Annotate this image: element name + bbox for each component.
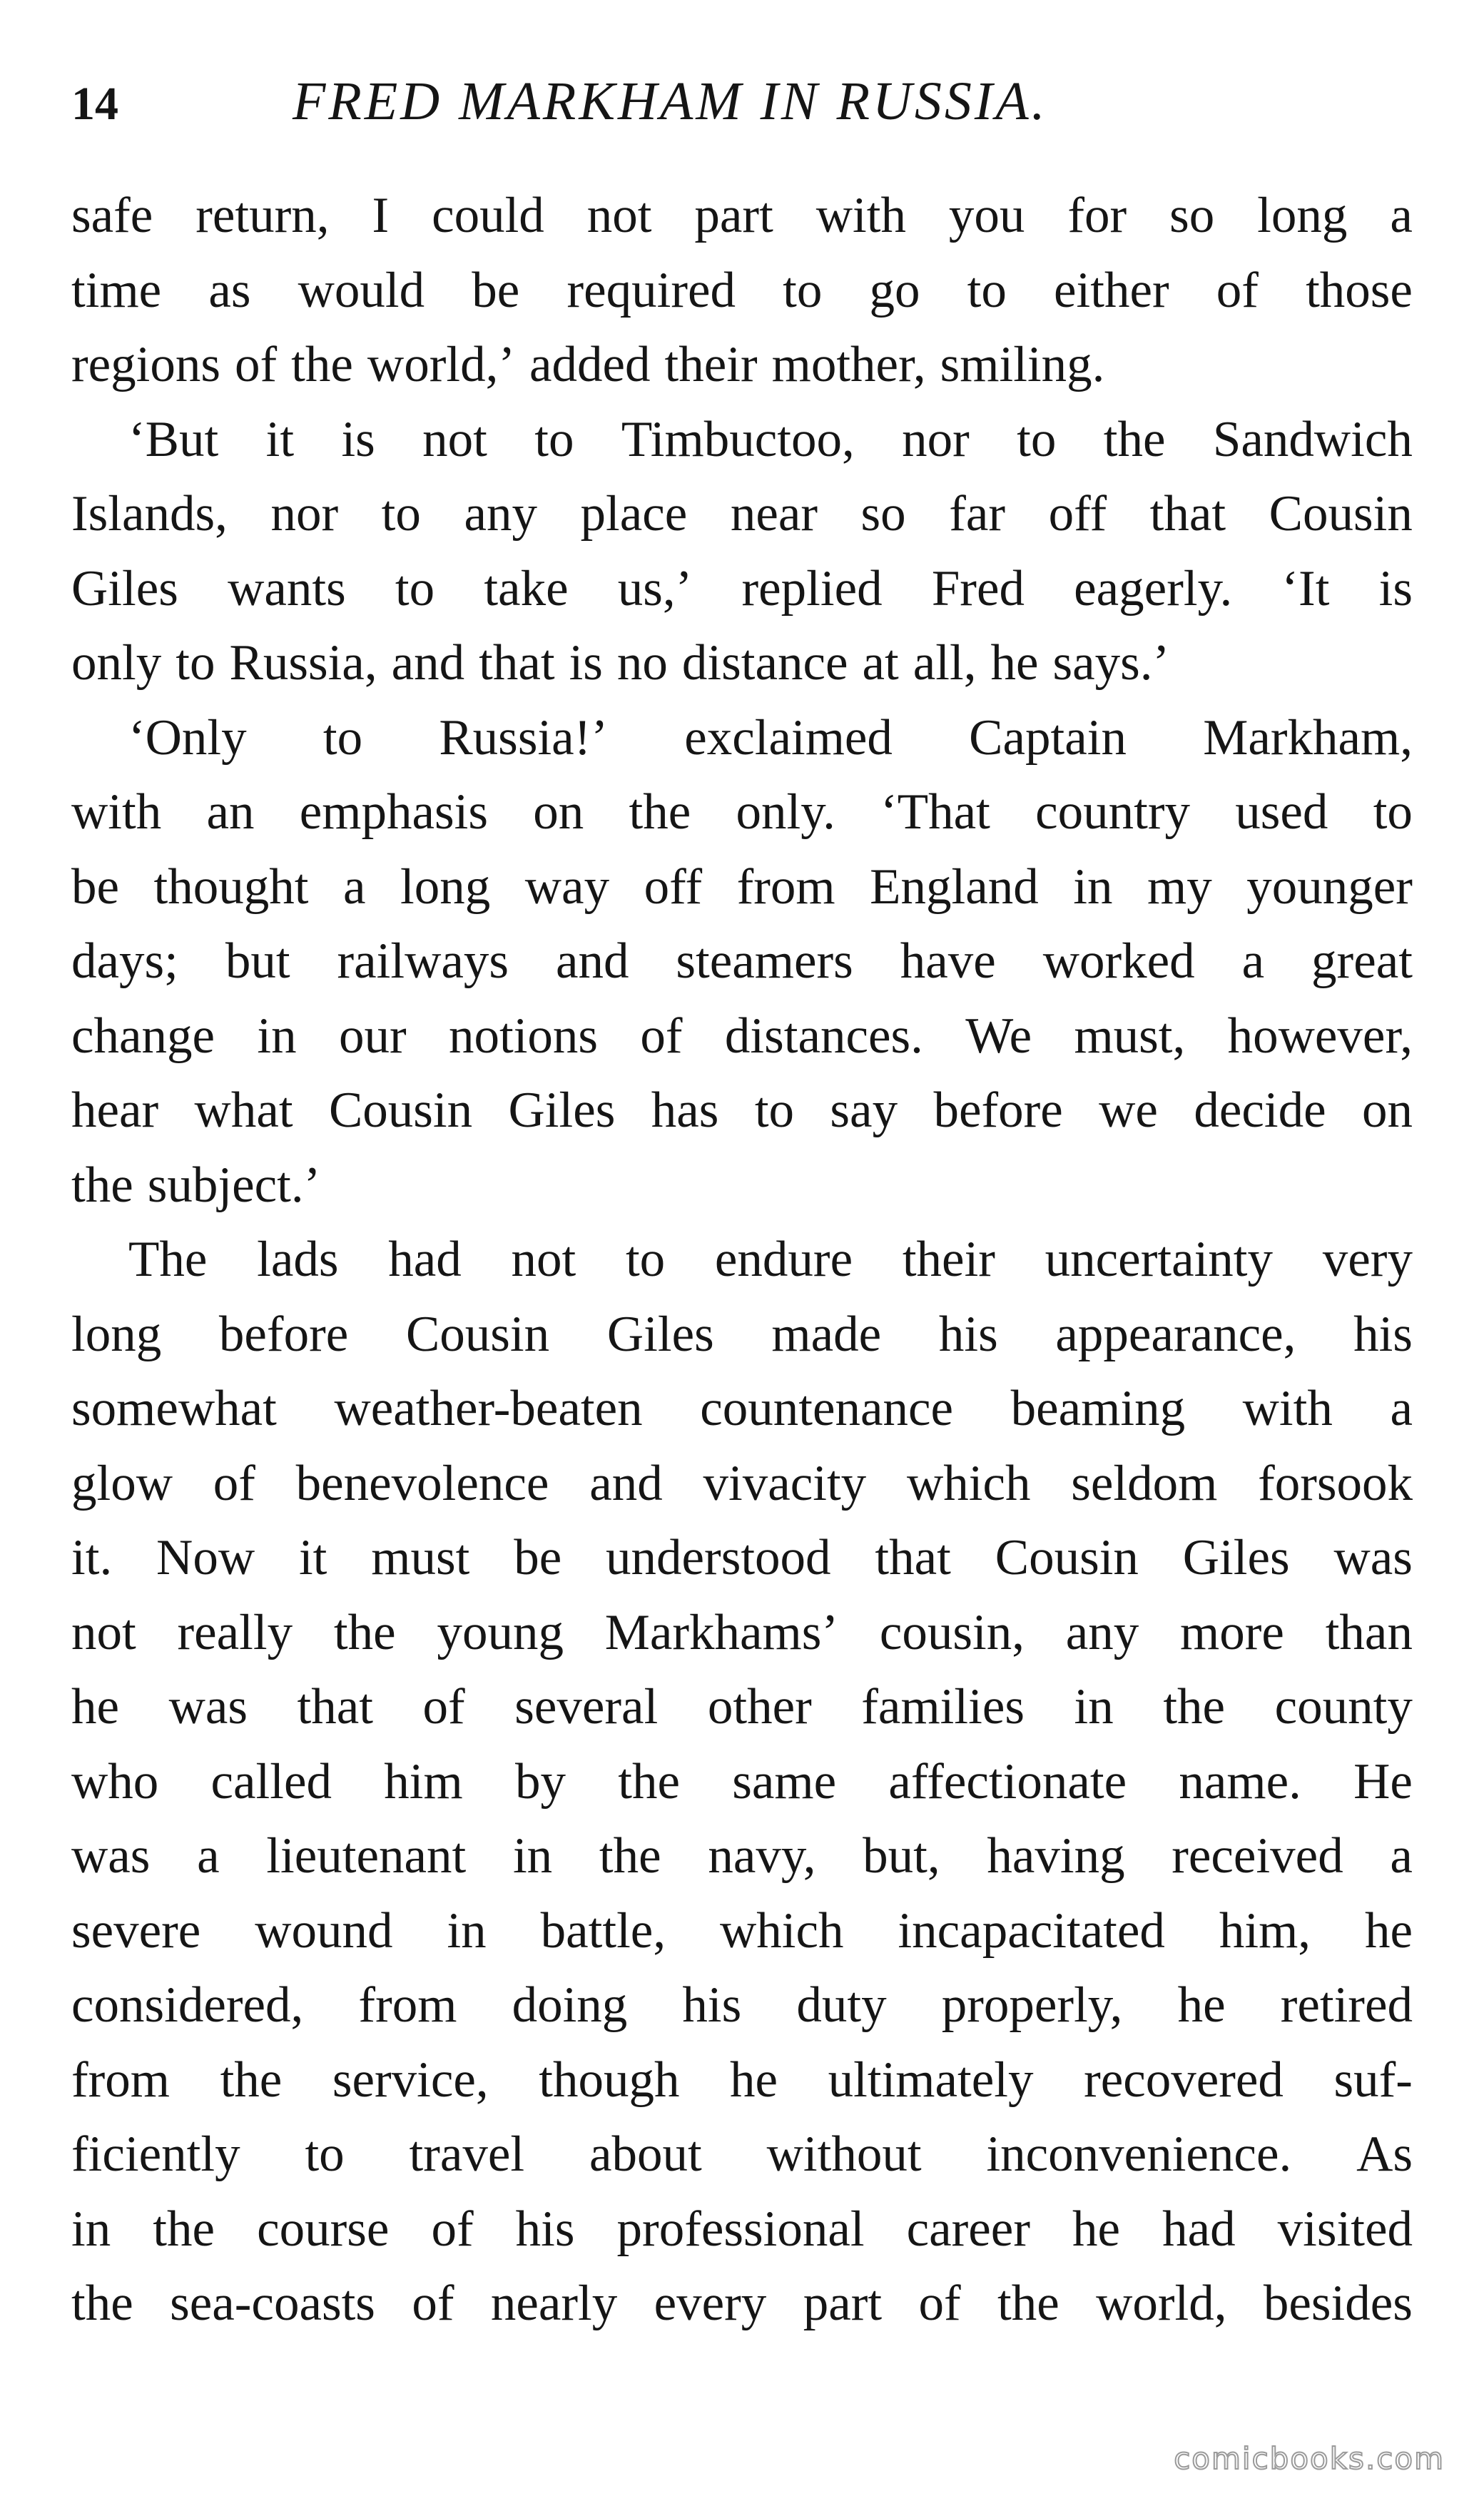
word: however, — [1227, 1008, 1413, 1064]
word: Cousin — [995, 1530, 1139, 1586]
word: than — [1325, 1604, 1413, 1660]
word: all, — [913, 635, 977, 691]
word: to — [967, 262, 1007, 318]
text-line — [71, 924, 1413, 999]
word: more — [1180, 1604, 1284, 1660]
word: from — [736, 858, 835, 915]
word: to — [1017, 411, 1057, 467]
word: in — [512, 1828, 553, 1884]
word: have — [900, 933, 996, 989]
text-line — [71, 1222, 1413, 1297]
word: that — [297, 1679, 373, 1735]
word: on — [1361, 1082, 1413, 1138]
word: had — [1162, 2201, 1236, 2257]
text-line — [71, 402, 1413, 477]
word: return, — [195, 188, 330, 243]
word: long — [71, 1306, 162, 1362]
word: ‘That — [880, 784, 990, 840]
word: days; — [71, 933, 178, 989]
word: has — [651, 1082, 719, 1138]
word: his — [682, 1977, 742, 2033]
word: for — [1067, 188, 1127, 243]
word: of — [918, 2276, 961, 2331]
word: Islands, — [71, 486, 228, 542]
word: younger — [1246, 858, 1413, 915]
word: is — [569, 635, 603, 691]
word: retired — [1280, 1977, 1413, 2033]
word: ‘It — [1281, 560, 1330, 617]
page-number: 14 — [71, 78, 118, 130]
word: to — [534, 411, 574, 467]
word: a — [1241, 933, 1265, 989]
text-line — [71, 1521, 1413, 1595]
word: added — [529, 337, 651, 392]
word: ultimately — [828, 2051, 1034, 2108]
word: only. — [736, 784, 835, 840]
word: every — [654, 2276, 767, 2331]
word: by — [514, 1753, 566, 1810]
word: is — [1378, 560, 1413, 617]
text-line — [71, 1297, 1413, 1372]
word: steamers — [676, 933, 853, 989]
word: nor — [902, 411, 970, 467]
word: no — [616, 635, 668, 691]
word: before — [218, 1306, 349, 1362]
word: what — [194, 1082, 293, 1138]
word: my — [1147, 858, 1212, 915]
word: Cousin — [328, 1082, 473, 1138]
word: to — [783, 262, 823, 318]
word: As — [1356, 2126, 1413, 2182]
word: he — [1364, 1902, 1413, 1959]
word: he — [71, 1679, 120, 1735]
word: their — [902, 1232, 995, 1287]
word: incapacitated — [898, 1902, 1165, 1959]
word: several — [514, 1679, 659, 1735]
word: to — [305, 2126, 345, 2182]
word: to — [322, 709, 363, 766]
word: before — [933, 1082, 1063, 1138]
word: but, — [863, 1828, 940, 1884]
word: replied — [741, 560, 883, 617]
text-line — [71, 1073, 1413, 1148]
word: at — [862, 635, 899, 691]
word: mother, — [771, 337, 926, 392]
word: made — [771, 1306, 882, 1362]
word: which — [720, 1902, 844, 1959]
word: ‘But — [128, 411, 219, 467]
word: world, — [1096, 2276, 1227, 2331]
word: really — [177, 1604, 293, 1660]
word: properly, — [941, 1977, 1123, 2033]
word: young — [437, 1604, 564, 1660]
word: eagerly. — [1074, 560, 1233, 617]
word: of — [412, 2276, 454, 2331]
word: change — [71, 1008, 215, 1064]
word: the — [71, 1157, 133, 1213]
word: nor — [270, 486, 339, 542]
word: to — [1373, 784, 1413, 840]
word: distance — [681, 635, 848, 691]
word: could — [432, 188, 544, 243]
word: notions — [448, 1008, 599, 1064]
text-line — [71, 2192, 1413, 2267]
word: career — [906, 2201, 1030, 2257]
word: to — [381, 486, 421, 542]
word: Giles — [606, 1306, 714, 1362]
word: battle, — [540, 1902, 666, 1959]
word: forsook — [1258, 1455, 1413, 1511]
word: any — [1065, 1604, 1139, 1660]
text-line — [71, 477, 1413, 552]
word: Giles — [71, 560, 178, 617]
word: recovered — [1084, 2051, 1284, 2108]
text-line — [71, 1148, 1413, 1223]
text-line — [71, 253, 1413, 328]
word: called — [210, 1753, 332, 1810]
word: countenance — [700, 1381, 954, 1436]
word: the — [629, 784, 691, 840]
word: take — [484, 560, 569, 617]
word: but — [225, 933, 290, 989]
word: far — [949, 486, 1006, 542]
word: vivacity — [703, 1455, 867, 1511]
word: our — [338, 1008, 407, 1064]
word: the — [1163, 1679, 1226, 1735]
word: be — [514, 1530, 562, 1586]
text-line — [71, 1745, 1413, 1820]
word: railways — [337, 933, 509, 989]
word: which — [906, 1455, 1031, 1511]
word: so — [860, 486, 906, 542]
word: smiling. — [940, 337, 1105, 392]
word: suf- — [1333, 2051, 1413, 2108]
word: Markhams’ — [604, 1604, 839, 1660]
word: worked — [1042, 933, 1195, 989]
word: Timbuctoo, — [621, 411, 855, 467]
word: I — [372, 188, 390, 243]
word: not — [586, 188, 652, 243]
text-line — [71, 999, 1413, 1074]
text-line — [71, 850, 1413, 925]
word: from — [71, 2051, 171, 2108]
word: We — [965, 1008, 1032, 1064]
word: the — [1103, 411, 1166, 467]
word: Cousin — [1269, 486, 1413, 542]
word: of — [431, 2201, 474, 2257]
word: subject.’ — [147, 1157, 321, 1213]
word: off — [1048, 486, 1107, 542]
word: place — [580, 486, 688, 542]
word: so — [1169, 188, 1215, 243]
word: used — [1235, 784, 1328, 840]
word: duty — [796, 1977, 887, 2033]
word: ‘Only — [128, 709, 247, 766]
word: the — [153, 2201, 215, 2257]
word: of — [235, 337, 278, 392]
word: who — [71, 1753, 159, 1810]
word: with — [1242, 1381, 1333, 1436]
text-line — [71, 775, 1413, 850]
word: decide — [1194, 1082, 1326, 1138]
word: The — [128, 1232, 208, 1287]
word: wants — [228, 560, 346, 617]
word: thought — [153, 858, 309, 915]
word: Markham, — [1203, 709, 1413, 766]
word: Captain — [969, 709, 1127, 766]
word: be — [71, 858, 120, 915]
text-line — [71, 552, 1413, 626]
word: without — [766, 2126, 922, 2182]
word: somewhat — [71, 1381, 277, 1436]
text-line — [71, 1371, 1413, 1446]
word: nearly — [490, 2276, 618, 2331]
word: we — [1099, 1082, 1158, 1138]
word: to — [754, 1082, 795, 1138]
word: a — [1390, 1381, 1413, 1436]
word: not — [71, 1604, 136, 1660]
word: was — [1333, 1530, 1413, 1586]
word: with — [71, 784, 162, 840]
word: He — [1353, 1753, 1413, 1810]
word: and — [555, 933, 629, 989]
word: having — [987, 1828, 1125, 1884]
text-line — [71, 328, 1413, 402]
word: as — [208, 262, 251, 318]
word: in — [1074, 1679, 1114, 1735]
word: regions — [71, 337, 221, 392]
word: the — [220, 2051, 283, 2108]
word: country — [1035, 784, 1191, 840]
word: was — [71, 1828, 151, 1884]
word: he — [730, 2051, 778, 2108]
word: affectionate — [888, 1753, 1127, 1810]
word: he — [1072, 2201, 1121, 2257]
word: from — [358, 1977, 457, 2033]
word: it — [265, 411, 295, 467]
word: great — [1311, 933, 1413, 989]
text-line — [71, 2266, 1413, 2341]
word: about — [589, 2126, 702, 2182]
word: doing — [512, 1977, 628, 2033]
body-text — [71, 178, 1413, 2341]
word: in — [447, 1902, 487, 1959]
word: visited — [1277, 2201, 1413, 2257]
word: exclaimed — [684, 709, 893, 766]
word: in — [257, 1008, 297, 1064]
word: and — [589, 1455, 663, 1511]
word: of — [1216, 262, 1259, 318]
word: uncertainty — [1045, 1232, 1274, 1287]
word: had — [388, 1232, 462, 1287]
word: a — [197, 1828, 220, 1884]
page-header — [71, 66, 1413, 144]
word: the — [71, 2276, 133, 2331]
word: required — [566, 262, 736, 318]
word: glow — [71, 1455, 173, 1511]
word: Cousin — [405, 1306, 550, 1362]
word: course — [257, 2201, 390, 2257]
text-line — [71, 1670, 1413, 1745]
word: the — [618, 1753, 680, 1810]
word: of — [422, 1679, 465, 1735]
word: Russia!’ — [439, 709, 608, 766]
word: the — [291, 337, 353, 392]
word: him — [384, 1753, 463, 1810]
word: him, — [1219, 1902, 1311, 1959]
word: of — [213, 1455, 255, 1511]
word: families — [861, 1679, 1025, 1735]
word: say — [830, 1082, 898, 1138]
word: in — [1073, 858, 1113, 915]
word: received — [1172, 1828, 1343, 1884]
word: lieutenant — [266, 1828, 467, 1884]
word: not — [511, 1232, 576, 1287]
word: is — [341, 411, 375, 467]
text-line — [71, 1968, 1413, 2043]
word: understood — [606, 1530, 831, 1586]
word: his — [1353, 1306, 1413, 1362]
text-line — [71, 178, 1413, 253]
word: seldom — [1071, 1455, 1218, 1511]
word: their — [664, 337, 758, 392]
text-line — [71, 1894, 1413, 1969]
word: name. — [1179, 1753, 1301, 1810]
word: not — [422, 411, 487, 467]
word: the — [333, 1604, 396, 1660]
word: county — [1274, 1679, 1413, 1735]
word: beaming — [1010, 1381, 1186, 1436]
word: inconvenience. — [986, 2126, 1292, 2182]
text-line — [71, 626, 1413, 701]
word: with — [815, 188, 906, 243]
word: wound — [255, 1902, 393, 1959]
word: says.’ — [1052, 635, 1170, 691]
word: lads — [257, 1232, 339, 1287]
word: he — [990, 635, 1039, 691]
word: safe — [71, 188, 153, 243]
text-line — [71, 1446, 1413, 1521]
word: an — [206, 784, 255, 840]
word: part — [803, 2276, 883, 2331]
word: you — [948, 188, 1025, 243]
text-line — [71, 2043, 1413, 2118]
word: the — [997, 2276, 1059, 2331]
text-line — [71, 1595, 1413, 1670]
word: go — [869, 262, 920, 318]
word: to — [176, 635, 215, 691]
word: appearance, — [1055, 1306, 1296, 1362]
word: weather-beaten — [334, 1381, 643, 1436]
word: considered, — [71, 1977, 304, 2033]
word: it — [298, 1530, 327, 1586]
watermark: comicbooks.com — [1174, 2441, 1445, 2476]
word: and — [391, 635, 465, 691]
word: was — [168, 1679, 248, 1735]
word: a — [1390, 1828, 1413, 1884]
word: either — [1054, 262, 1169, 318]
word: same — [732, 1753, 837, 1810]
word: long — [400, 858, 491, 915]
word: his — [515, 2201, 575, 2257]
word: only — [71, 635, 162, 691]
word: other — [707, 1679, 812, 1735]
word: Russia, — [229, 635, 377, 691]
word: those — [1306, 262, 1413, 318]
word: that — [1149, 486, 1226, 542]
word: to — [625, 1232, 666, 1287]
word: emphasis — [299, 784, 488, 840]
word: Giles — [1182, 1530, 1290, 1586]
word: his — [938, 1306, 998, 1362]
word: travel — [409, 2126, 525, 2182]
word: be — [472, 262, 520, 318]
word: world,’ — [367, 337, 515, 392]
word: he — [1177, 1977, 1226, 2033]
text-line — [71, 2117, 1413, 2192]
word: a — [1390, 188, 1413, 243]
text-line — [71, 1819, 1413, 1894]
text-line — [71, 701, 1413, 776]
word: besides — [1263, 2276, 1413, 2331]
word: ficiently — [71, 2126, 240, 2182]
word: way — [524, 858, 610, 915]
word: that — [479, 635, 555, 691]
word: benevolence — [295, 1455, 549, 1511]
word: though — [539, 2051, 680, 2108]
word: England — [870, 858, 1039, 915]
word: must — [371, 1530, 470, 1586]
word: it. — [71, 1530, 113, 1586]
word: that — [875, 1530, 951, 1586]
word: Giles — [508, 1082, 616, 1138]
word: near — [730, 486, 818, 542]
word: time — [71, 262, 162, 318]
word: us,’ — [617, 560, 693, 617]
word: cousin, — [879, 1604, 1025, 1660]
word: service, — [332, 2051, 489, 2108]
word: severe — [71, 1902, 201, 1959]
word: off — [644, 858, 703, 915]
word: very — [1322, 1232, 1413, 1287]
word: in — [71, 2201, 111, 2257]
word: distances. — [724, 1008, 923, 1064]
word: of — [640, 1008, 683, 1064]
word: must, — [1074, 1008, 1186, 1064]
word: Fred — [931, 560, 1025, 617]
word: endure — [714, 1232, 853, 1287]
word: to — [395, 560, 435, 617]
word: on — [533, 784, 584, 840]
word: sea-coasts — [170, 2276, 375, 2331]
word: long — [1257, 188, 1348, 243]
word: would — [298, 262, 425, 318]
word: navy, — [708, 1828, 816, 1884]
word: part — [694, 188, 773, 243]
word: Now — [156, 1530, 255, 1586]
running-head: FRED MARKHAM IN RUSSIA. — [293, 71, 1048, 131]
word: a — [343, 858, 366, 915]
word: the — [599, 1828, 661, 1884]
word: any — [464, 486, 537, 542]
word: professional — [616, 2201, 865, 2257]
word: Sandwich — [1212, 411, 1413, 467]
word: hear — [71, 1082, 159, 1138]
